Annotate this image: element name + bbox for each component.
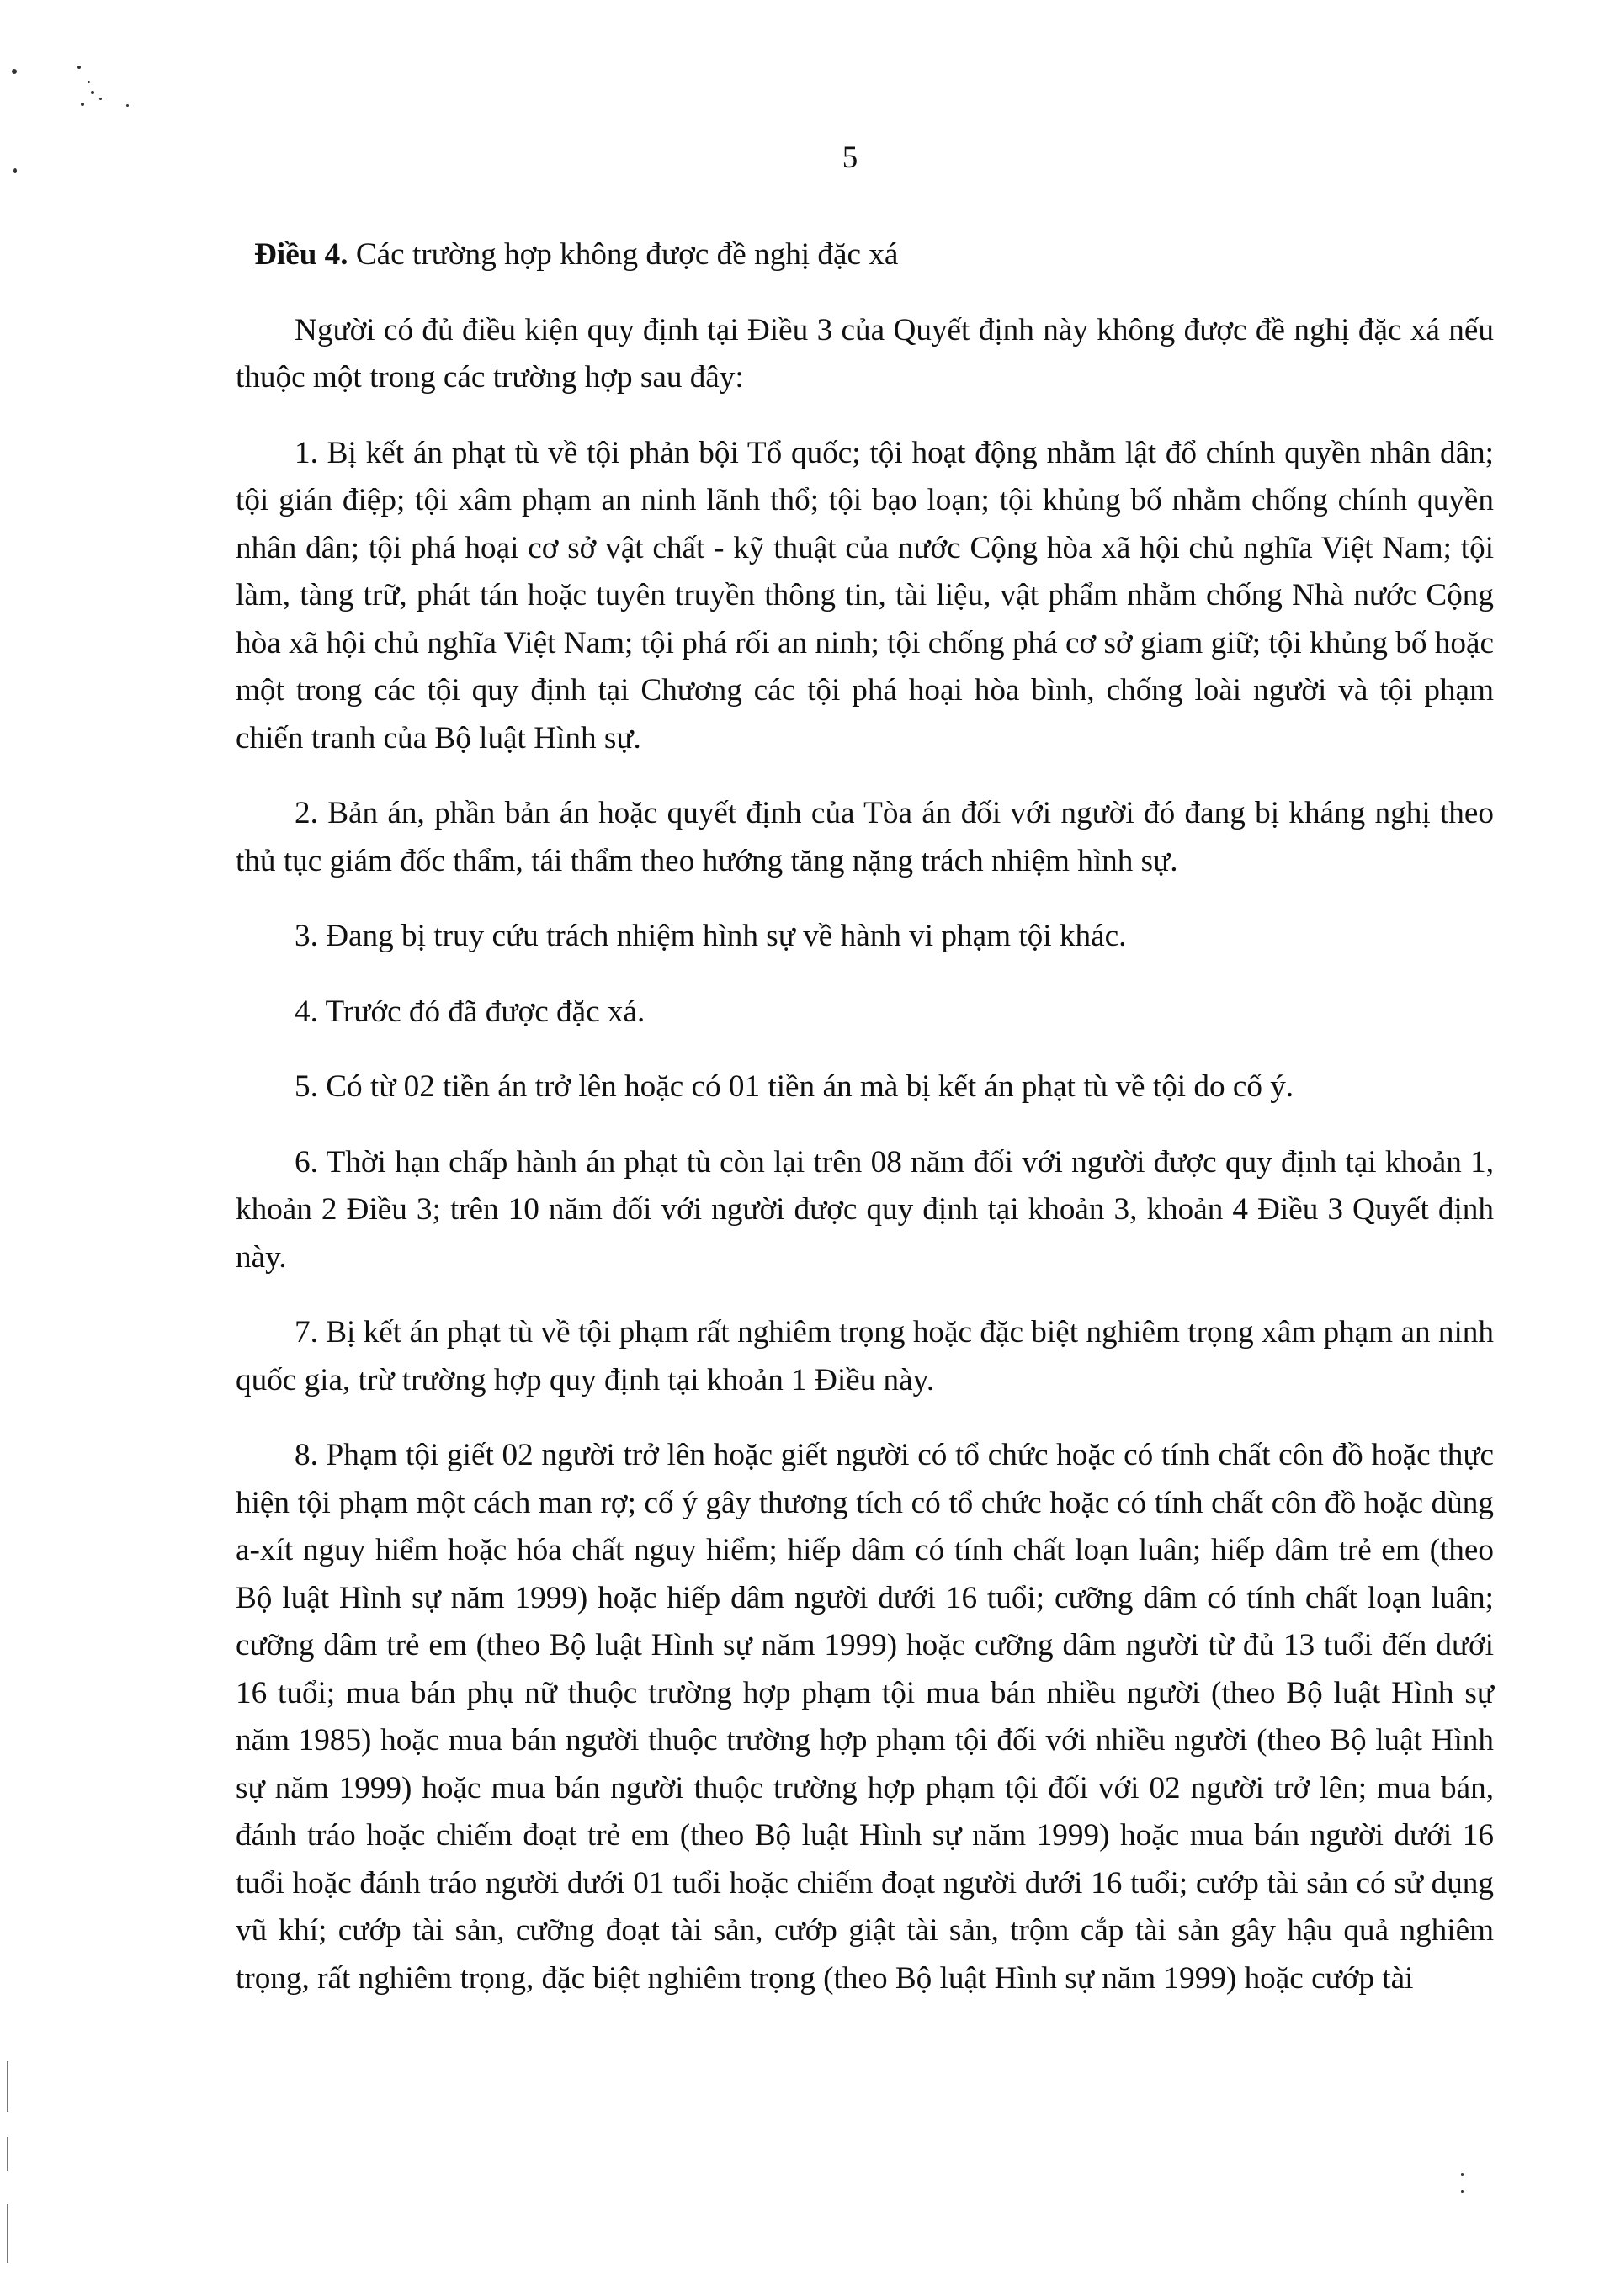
scan-speck: [1461, 2173, 1464, 2176]
scan-speck: [99, 98, 102, 100]
scan-speck: [12, 69, 17, 74]
article-heading: [236, 231, 1494, 279]
clause-1: 1. Bị kết án phạt tù về tội phản bội Tổ quốc; tội hoạt động nhằm lật đổ chính quyền nhân dân; tội gián điệp; tội xâm phạm an ninh lãnh thổ; tội bạo loạn; tội khủng bố nhằm chống chính quyền nhân dân; tội phá hoại cơ sở vật chất - kỹ thuật của nước Cộng hòa xã hội chủ nghĩa Việt Nam; tội làm, tàng trữ, phát tán hoặc tuyên truyền thông tin, tài liệu, vật phẩm nhằm chống Nhà nước Cộng hòa xã hội chủ nghĩa Việt Nam; tội phá rối an ninh; tội chống phá cơ sở giam giữ; tội khủng bố hoặc một trong các tội quy định tại Chương các tội phá hoại hòa bình, chống loài người và tội phạm chiến tranh của Bộ luật Hình sự.: [236, 435, 1494, 756]
scan-speck: [77, 66, 81, 69]
scan-speck: [91, 91, 94, 94]
article-intro: Người có đủ điều kiện quy định tại Điều 3 của Quyết định này không được đề nghị đặc xá nếu thuộc một trong các trường hợp sau đây:: [236, 312, 1494, 395]
clause-3: 3. Đang bị truy cứu trách nhiệm hình sự về hành vi phạm tội khác.: [295, 919, 1127, 953]
page-number: 5: [842, 141, 858, 175]
scan-edge-line: [7, 2137, 8, 2171]
scan-speck: [1461, 2190, 1464, 2193]
clause-2: 2. Bản án, phần bản án hoặc quyết định của Tòa án đối với người đó đang bị kháng nghị theo thủ tục giám đốc thẩm, tái thẩm theo hướng tăng nặng trách nhiệm hình sự.: [236, 796, 1494, 878]
clause-8: 8. Phạm tội giết 02 người trở lên hoặc giết người có tổ chức hoặc có tính chất côn đồ hoặc thực hiện tội phạm một cách man rợ; cố ý gây thương tích có tổ chức hoặc có tính chất côn đồ hoặc dùng a-xít nguy hiểm hoặc hóa chất nguy hiểm; hiếp dâm có tính chất loạn luân; hiếp dâm trẻ em (theo Bộ luật Hình sự năm 1999) hoặc hiếp dâm người dưới 16 tuổi; cưỡng dâm có tính chất loạn luân; cưỡng dâm trẻ em (theo Bộ luật Hình sự năm 1999) hoặc cưỡng dâm người từ đủ 13 tuổi đến dưới 16 tuổi; mua bán phụ nữ thuộc trường hợp phạm tội mua bán nhiều người (theo Bộ luật Hình sự năm 1985) hoặc mua bán người thuộc trường hợp phạm tội đối với nhiều người (theo Bộ luật Hình sự năm 1999) hoặc mua bán người thuộc trường hợp phạm tội đối với 02 người trở lên; mua bán, đánh tráo hoặc chiếm đoạt trẻ em (theo Bộ luật Hình sự năm 1999) hoặc mua bán người dưới 16 tuổi hoặc đánh tráo người dưới 01 tuổi hoặc chiếm đoạt người dưới 16 tuổi; cướp tài sản có sử dụng vũ khí; cướp tài sản, cưỡng đoạt tài sản, cướp giật tài sản, trộm cắp tài sản gây hậu quả nghiêm trọng, rất nghiêm trọng, đặc biệt nghiêm trọng (theo Bộ luật Hình sự năm 1999) hoặc cướp tài: [236, 1438, 1494, 1996]
scan-speck: [88, 81, 90, 83]
scan-speck: [81, 103, 84, 106]
clause-5: 5. Có từ 02 tiền án trở lên hoặc có 01 tiền án mà bị kết án phạt tù về tội do cố ý.: [295, 1069, 1294, 1104]
clause-6: 6. Thời hạn chấp hành án phạt tù còn lại trên 08 năm đối với người được quy định tại khoản 1, khoản 2 Điều 3; trên 10 năm đối với người được quy định tại khoản 3, khoản 4 Điều 3 Quyết định này.: [236, 1144, 1494, 1275]
article-title: Các trường hợp không được đề nghị đặc xá: [355, 237, 899, 272]
article-number: Điều 4.: [254, 237, 348, 272]
document-body: [236, 231, 1494, 2030]
clause-7: 7. Bị kết án phạt tù về tội phạm rất nghiêm trọng hoặc đặc biệt nghiêm trọng xâm phạm an ninh quốc gia, trừ trường hợp quy định tại khoản 1 Điều này.: [236, 1315, 1494, 1397]
clause-4: 4. Trước đó đã được đặc xá.: [295, 994, 645, 1029]
scan-edge-line: [7, 2061, 8, 2112]
scan-edge-line: [7, 2204, 8, 2263]
scan-speck: [126, 104, 129, 107]
